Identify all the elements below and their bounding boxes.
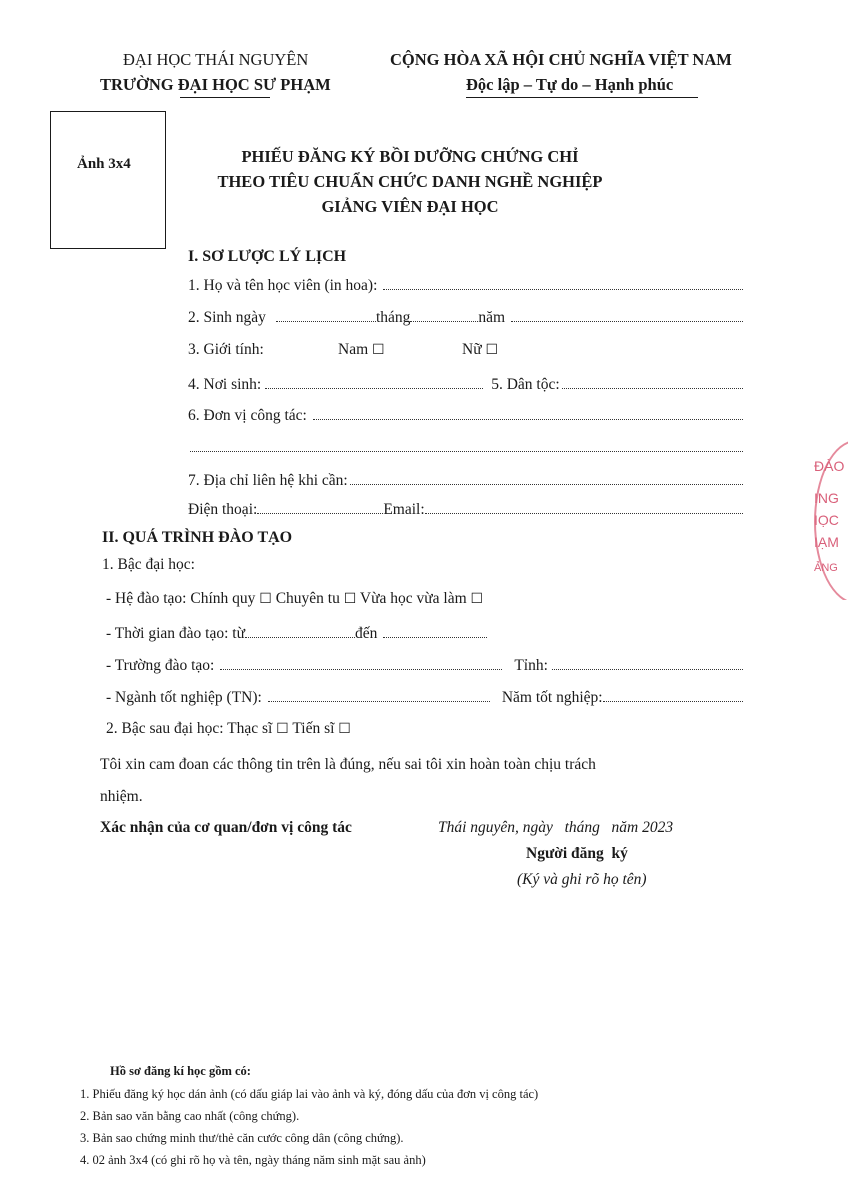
school-label: - Trường đào tạo:: [106, 657, 215, 674]
mode-parttime-checkbox[interactable]: ☐: [470, 591, 484, 607]
workplace-field[interactable]: [313, 405, 743, 420]
training-period-row: [106, 623, 487, 643]
school-name: TRƯỜNG ĐẠI HỌC SƯ PHẠM: [100, 75, 331, 94]
mode-inservice-checkbox[interactable]: ☐: [343, 591, 357, 607]
workplace-field-2[interactable]: [190, 437, 743, 452]
birthplace-row: [188, 374, 743, 394]
gender-male-label: Nam: [338, 341, 369, 358]
stamp-text: ING: [814, 490, 839, 506]
birthplace-label: 4. Nơi sinh:: [188, 376, 262, 393]
phone-field[interactable]: [257, 499, 383, 514]
stamp-text: IẠM: [814, 534, 839, 550]
form-title-line3: GIẢNG VIÊN ĐẠI HỌC: [321, 197, 499, 216]
name-label: 1. Họ và tên học viên (in hoa):: [188, 277, 378, 294]
gender-label: 3. Giới tính:: [188, 341, 264, 358]
period-from-field[interactable]: [245, 623, 355, 638]
ethnicity-field[interactable]: [562, 374, 743, 389]
period-to-field[interactable]: [383, 623, 487, 638]
email-field[interactable]: [425, 499, 743, 514]
motto: Độc lập – Tự do – Hạnh phúc: [466, 75, 674, 94]
form-title-line2: THEO TIÊU CHUẨN CHỨC DANH NGHỀ NGHIỆP: [217, 172, 603, 191]
birthplace-field[interactable]: [265, 374, 483, 389]
major-row: [106, 687, 743, 707]
workplace-label: 6. Đơn vị công tác:: [188, 407, 307, 424]
photo-label: Ảnh 3x4: [77, 156, 131, 172]
org-confirmation: Xác nhận của cơ quan/đơn vị công tác: [100, 819, 352, 836]
section1-heading: I. SƠ LƯỢC LÝ LỊCH: [188, 248, 347, 265]
mode-label: - Hệ đào tạo: Chính quy: [106, 590, 256, 607]
grad-year-field[interactable]: [603, 687, 743, 702]
stamp-text: IỌC: [814, 512, 839, 528]
motto-underline: [466, 97, 698, 98]
training-mode-row: [106, 590, 483, 608]
postgrad-row: [106, 720, 351, 738]
gender-female-label: Nữ: [462, 341, 482, 358]
dob-month-label: tháng: [375, 309, 411, 326]
dob-month-field[interactable]: [410, 307, 478, 322]
postgrad-option2-label: Tiến sĩ: [292, 720, 335, 737]
section2-heading: II. QUÁ TRÌNH ĐÀO TẠO: [102, 529, 293, 546]
document-item: 2. Bản sao văn bằng cao nhất (công chứng).: [80, 1109, 300, 1123]
document-item: 3. Bản sao chứng minh thư/thẻ căn cước công dân (công chứng).: [80, 1131, 404, 1145]
dob-year-label: năm: [478, 309, 506, 326]
school-underline: [180, 97, 270, 98]
postgrad-phd-checkbox[interactable]: ☐: [338, 721, 351, 737]
period-to-label: đến: [355, 625, 378, 642]
document-item: 1. Phiếu đăng ký học dán ảnh (có dấu giáp lai vào ảnh và ký, đóng dấu của đơn vị công tác): [80, 1087, 539, 1101]
major-label: - Ngành tốt nghiệp (TN):: [106, 689, 262, 706]
dob-year-field[interactable]: [511, 307, 743, 322]
province-label: Tỉnh:: [514, 657, 548, 674]
major-field[interactable]: [268, 687, 490, 702]
ethnicity-label: 5. Dân tộc:: [491, 376, 560, 393]
email-label: Email:: [383, 501, 425, 518]
mode-option3-label: Vừa học vừa làm: [359, 590, 467, 607]
school-row: [106, 655, 743, 675]
gender-male-checkbox[interactable]: ☐: [372, 342, 385, 358]
gender-female-option[interactable]: [462, 341, 498, 359]
period-label: - Thời gian đào tạo: từ: [106, 625, 245, 642]
name-row: [188, 275, 743, 295]
mode-option2-label: Chuyên tu: [275, 590, 340, 607]
stamp-text: ẢNG: [814, 562, 838, 574]
postgrad-master-checkbox[interactable]: ☐: [276, 721, 289, 737]
address-row: [188, 470, 743, 490]
commitment-line1: Tôi xin cam đoan các thông tin trên là đúng, nếu sai tôi xin hoàn toàn chịu trách: [100, 756, 596, 773]
address-label: 7. Địa chỉ liên hệ khi cần:: [188, 472, 348, 489]
sign-note: (Ký và ghi rõ họ tên): [517, 871, 647, 888]
workplace-row-2: [190, 437, 743, 452]
gender-male-option[interactable]: [338, 341, 385, 359]
phone-label: Điện thoại:: [188, 501, 258, 518]
university-name: ĐẠI HỌC THÁI NGUYÊN: [123, 50, 309, 69]
gender-female-checkbox[interactable]: ☐: [485, 342, 499, 358]
dob-day-field[interactable]: [276, 307, 376, 322]
documents-heading: Hồ sơ đăng kí học gồm có:: [110, 1064, 251, 1078]
name-field[interactable]: [383, 275, 743, 290]
grad-year-label: Năm tốt nghiệp:: [501, 689, 603, 706]
stamp-fragment: [808, 440, 848, 600]
postgrad-label: 2. Bậc sau đại học: Thạc sĩ: [106, 720, 273, 737]
stamp-text: ĐÀO: [814, 458, 845, 474]
registrant-title: Người đăng ký: [526, 845, 628, 862]
country-name: CỘNG HÒA XÃ HỘI CHỦ NGHĨA VIỆT NAM: [390, 50, 732, 69]
address-field[interactable]: [350, 470, 743, 485]
commitment-line2: nhiệm.: [100, 788, 143, 805]
school-field[interactable]: [220, 655, 502, 670]
document-item: 4. 02 ảnh 3x4 (có ghi rõ họ và tên, ngày tháng năm sinh mặt sau ảnh): [80, 1153, 426, 1167]
contact-row: [188, 499, 743, 519]
photo-box[interactable]: [50, 111, 166, 249]
undergrad-label: 1. Bậc đại học:: [102, 556, 195, 573]
province-field[interactable]: [552, 655, 743, 670]
dob-label: 2. Sinh ngày: [188, 309, 266, 326]
place-date: Thái nguyên, ngày tháng năm 2023: [438, 819, 674, 836]
form-title-line1: PHIẾU ĐĂNG KÝ BỒI DƯỠNG CHỨNG CHỈ: [241, 147, 579, 166]
dob-row: [188, 307, 743, 327]
mode-fulltime-checkbox[interactable]: ☐: [259, 591, 272, 607]
workplace-row: [188, 405, 743, 425]
